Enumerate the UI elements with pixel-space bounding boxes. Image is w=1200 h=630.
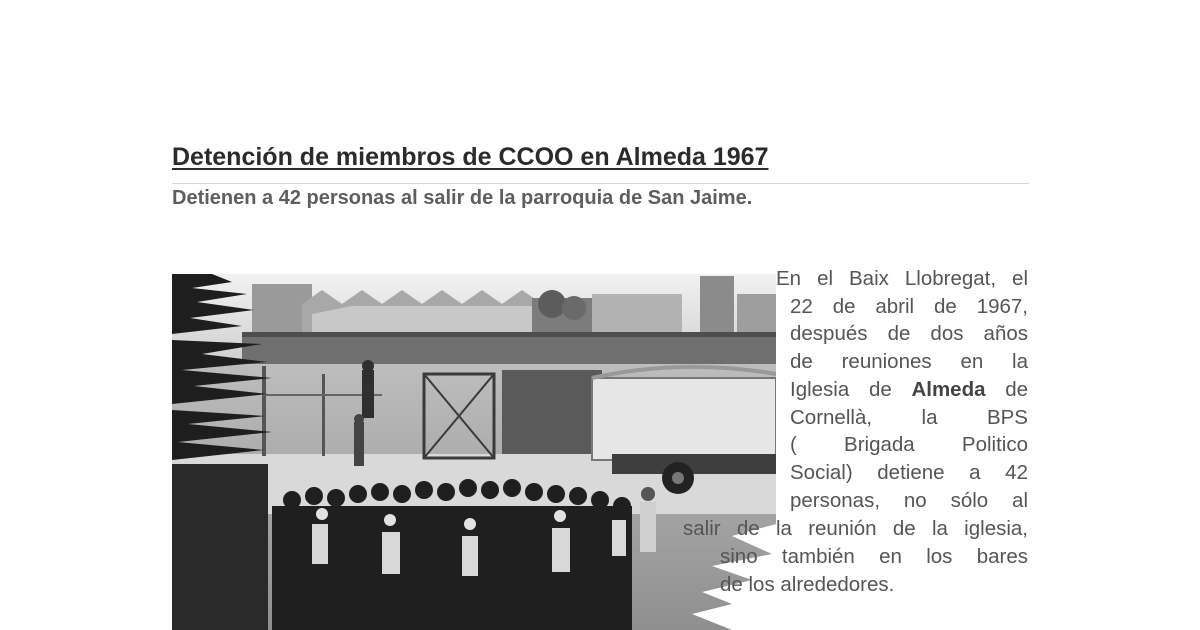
body-line: de los alrededores. [720,572,895,596]
body-line: En el Baix Llobregat, el [776,267,1028,290]
article-body-tail [720,543,1028,598]
body-line [776,376,1028,404]
body-line: 22 de abril de 1967, [790,294,1028,318]
title-divider [172,183,1029,184]
body-line: ( Brigada Politico [790,433,1028,457]
body-line: de reuniones en la [790,350,1028,374]
body-text: Iglesia de [790,377,892,401]
almeda-emphasis: Almeda [911,377,986,401]
historical-photo [172,274,776,630]
body-line: personas, no sólo al [790,488,1028,512]
article-subtitle: Detienen a 42 personas al salir de la parroquia de San Jaime. [172,187,753,209]
body-line: salir de la reunión de la iglesia, [683,517,1028,540]
body-text: de [1005,377,1028,401]
article-title: Detención de miembros de CCOO en Almeda 1967 [172,143,769,171]
body-line: sino también en los bares [720,545,1028,568]
article-body-column [776,265,1028,514]
body-line: después de dos años [790,322,1028,346]
body-line: Social) detiene a 42 [790,460,1028,484]
body-line: Cornellà, la BPS [790,405,1028,429]
